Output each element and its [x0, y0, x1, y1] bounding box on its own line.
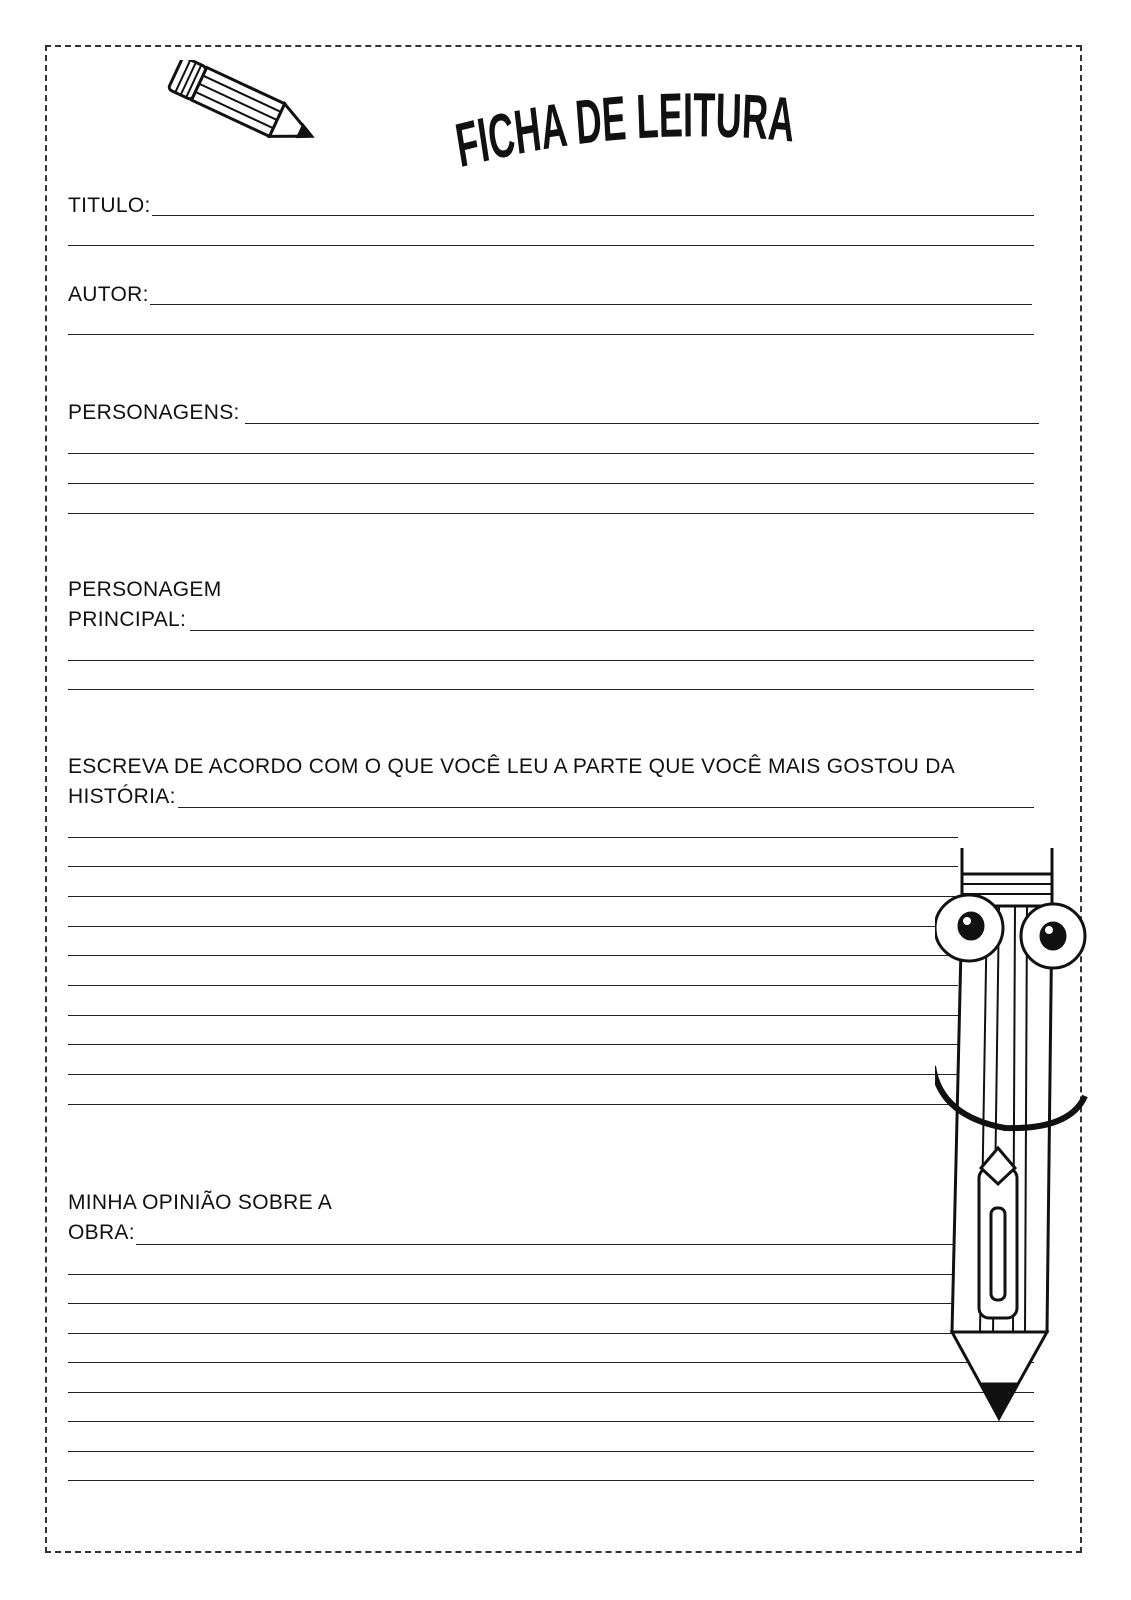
writing-line[interactable] [68, 1104, 958, 1105]
page-title [451, 79, 820, 181]
svg-text:FICHA DE LEITURA [451, 79, 807, 181]
writing-line[interactable] [68, 837, 958, 838]
writing-line[interactable] [68, 1303, 958, 1304]
personagem-principal-label-line1: PERSONAGEM [68, 578, 222, 601]
writing-line[interactable] [68, 1421, 1034, 1422]
writing-line[interactable] [68, 513, 1034, 514]
writing-line[interactable] [68, 334, 1034, 335]
writing-line[interactable] [68, 866, 958, 867]
personagem-principal-label-line2: PRINCIPAL: [68, 608, 187, 631]
writing-line[interactable] [68, 245, 1034, 246]
writing-line[interactable] [68, 1274, 958, 1275]
personagens-label: PERSONAGENS: [68, 401, 240, 424]
writing-line[interactable] [68, 660, 1034, 661]
writing-line[interactable] [68, 1392, 1034, 1393]
writing-line[interactable] [68, 896, 958, 897]
parte-preferida-label-line1: ESCREVA DE ACORDO COM O QUE VOCÊ LEU A PARTE QUE VOCÊ MAIS GOSTOU DA [68, 755, 956, 778]
writing-line[interactable] [150, 304, 1032, 305]
writing-line[interactable] [68, 1480, 1034, 1481]
writing-line[interactable] [68, 1333, 958, 1334]
writing-line[interactable] [68, 1451, 1034, 1452]
writing-line[interactable] [68, 1074, 958, 1075]
writing-line[interactable] [178, 807, 1034, 808]
smiling-pencil-mascot-icon [935, 848, 1110, 1448]
opiniao-label-line1: MINHA OPINIÃO SOBRE A [68, 1191, 333, 1214]
titulo-label: TITULO: [68, 194, 151, 217]
writing-line[interactable] [68, 985, 958, 986]
autor-label: AUTOR: [68, 283, 149, 306]
page-title-text: FICHA DE LEITURA [451, 79, 807, 181]
opiniao-label-line2: OBRA: [68, 1221, 135, 1244]
writing-line[interactable] [68, 955, 958, 956]
writing-line[interactable] [136, 1244, 958, 1245]
writing-line[interactable] [68, 689, 1034, 690]
writing-line[interactable] [68, 1362, 1034, 1363]
writing-line[interactable] [68, 483, 1034, 484]
page-border [45, 45, 1082, 1553]
writing-line[interactable] [68, 453, 1034, 454]
writing-line[interactable] [68, 1044, 958, 1045]
writing-line[interactable] [68, 1015, 958, 1016]
pencil-icon [150, 60, 330, 150]
writing-line[interactable] [245, 423, 1039, 424]
parte-preferida-label-line2: HISTÓRIA: [68, 785, 176, 808]
writing-line[interactable] [68, 926, 958, 927]
writing-line[interactable] [152, 215, 1034, 216]
writing-line[interactable] [190, 630, 1034, 631]
